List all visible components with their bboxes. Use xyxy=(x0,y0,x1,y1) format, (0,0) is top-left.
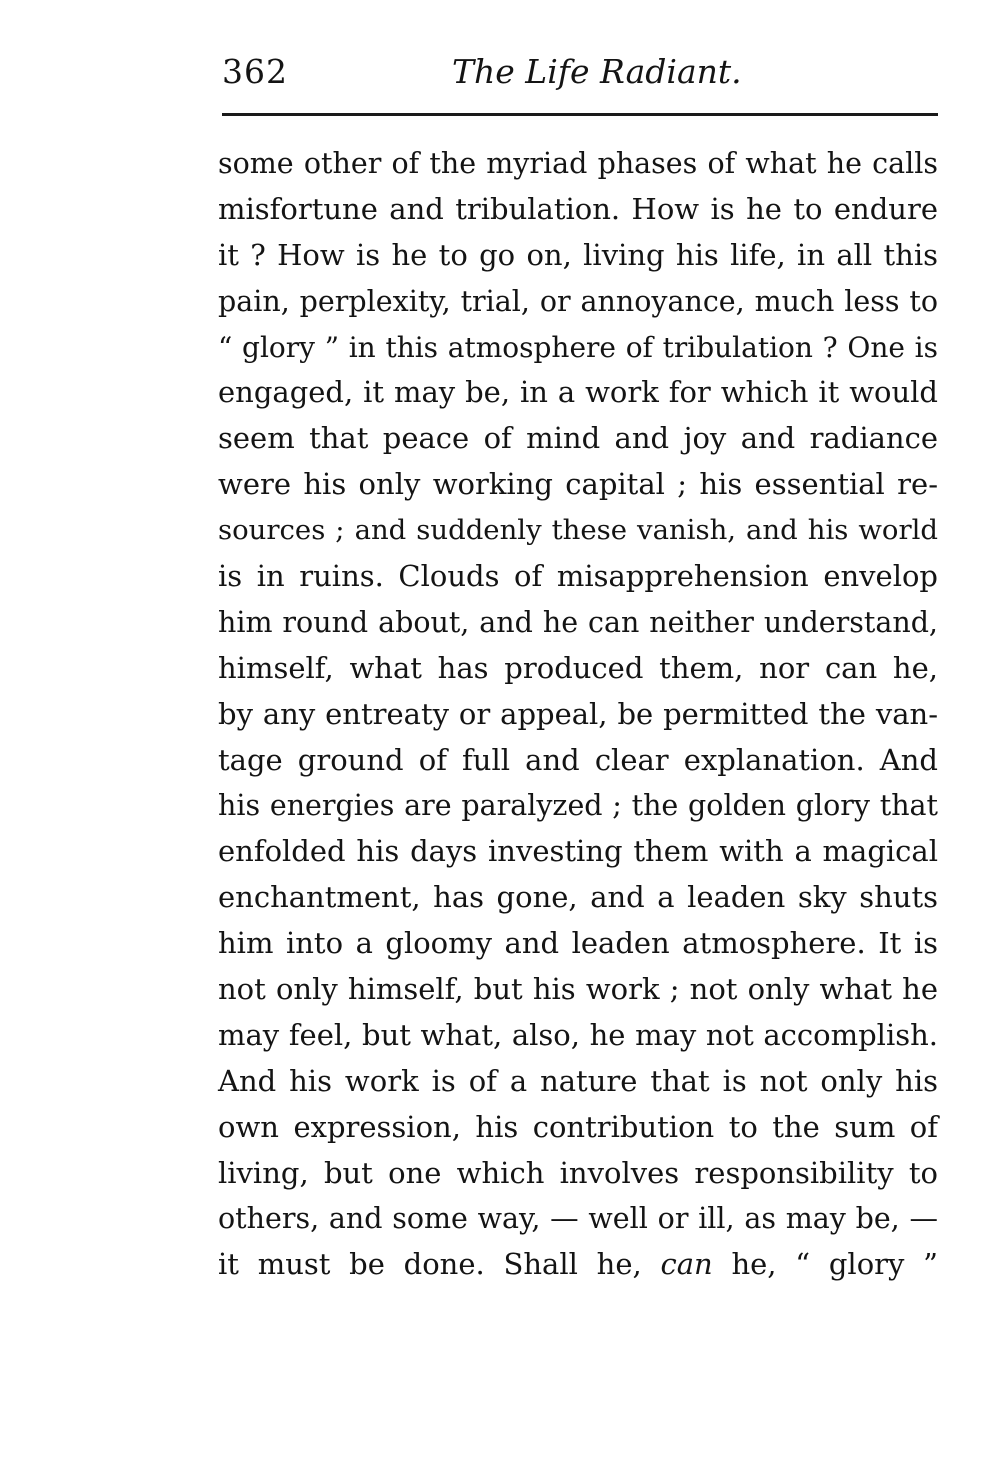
text-line: enfolded his days investing them with a magical xyxy=(218,834,938,869)
text-line: sources ; and suddenly these vanish, and his world xyxy=(218,514,938,547)
text-line: may feel, but what, also, he may not accomplish. xyxy=(218,1017,938,1052)
final-line-end: he, “ glory ” xyxy=(712,1247,938,1282)
text-line: others, and some way, — well or ill, as may be, — xyxy=(218,1202,938,1236)
text-line: were his only working capital ; his essential re- xyxy=(218,467,938,502)
text-line: living, but one which involves responsibility to xyxy=(218,1155,938,1190)
running-title: The Life Radiant. xyxy=(452,52,742,91)
text-line: pain, perplexity, trial, or annoyance, much less to xyxy=(218,284,938,318)
running-header xyxy=(222,52,938,100)
text-line: himself, what has produced them, nor can he, xyxy=(218,650,938,685)
text-line: him round about, and he can neither understand, xyxy=(218,605,938,639)
final-text-line xyxy=(218,1242,938,1288)
text-line: not only himself, but his work ; not only what he xyxy=(218,972,938,1007)
text-line: engaged, it may be, in a work for which it would xyxy=(218,375,938,410)
text-line: seem that peace of mind and joy and radiance xyxy=(218,421,938,456)
text-line: is in ruins. Clouds of misapprehension envelop xyxy=(218,559,938,594)
text-line: it ? How is he to go on, living his life, in all this xyxy=(218,237,938,272)
header-rule xyxy=(222,113,938,116)
text-line: And his work is of a nature that is not only his xyxy=(218,1063,938,1098)
final-line-start: it must be done. Shall he, xyxy=(218,1247,661,1282)
text-line: some other of the myriad phases of what he calls xyxy=(218,147,938,180)
text-line: tage ground of full and clear explanation. And xyxy=(218,742,938,777)
text-line: “ glory ” in this atmosphere of tribulation ? One is xyxy=(218,330,938,364)
text-line: enchantment, has gone, and a leaden sky shuts xyxy=(218,880,938,915)
text-line: own expression, his contribution to the sum of xyxy=(218,1109,938,1144)
text-line: by any entreaty or appeal, be permitted the van- xyxy=(218,696,938,731)
italic-emphasis: can xyxy=(660,1247,713,1282)
page-number: 362 xyxy=(222,52,288,91)
text-line: his energies are paralyzed ; the golden glory that xyxy=(218,789,938,823)
text-line: him into a gloomy and leaden atmosphere. It is xyxy=(218,926,938,961)
body-paragraph xyxy=(218,141,938,1288)
text-line: misfortune and tribulation. How is he to endure xyxy=(218,191,938,226)
